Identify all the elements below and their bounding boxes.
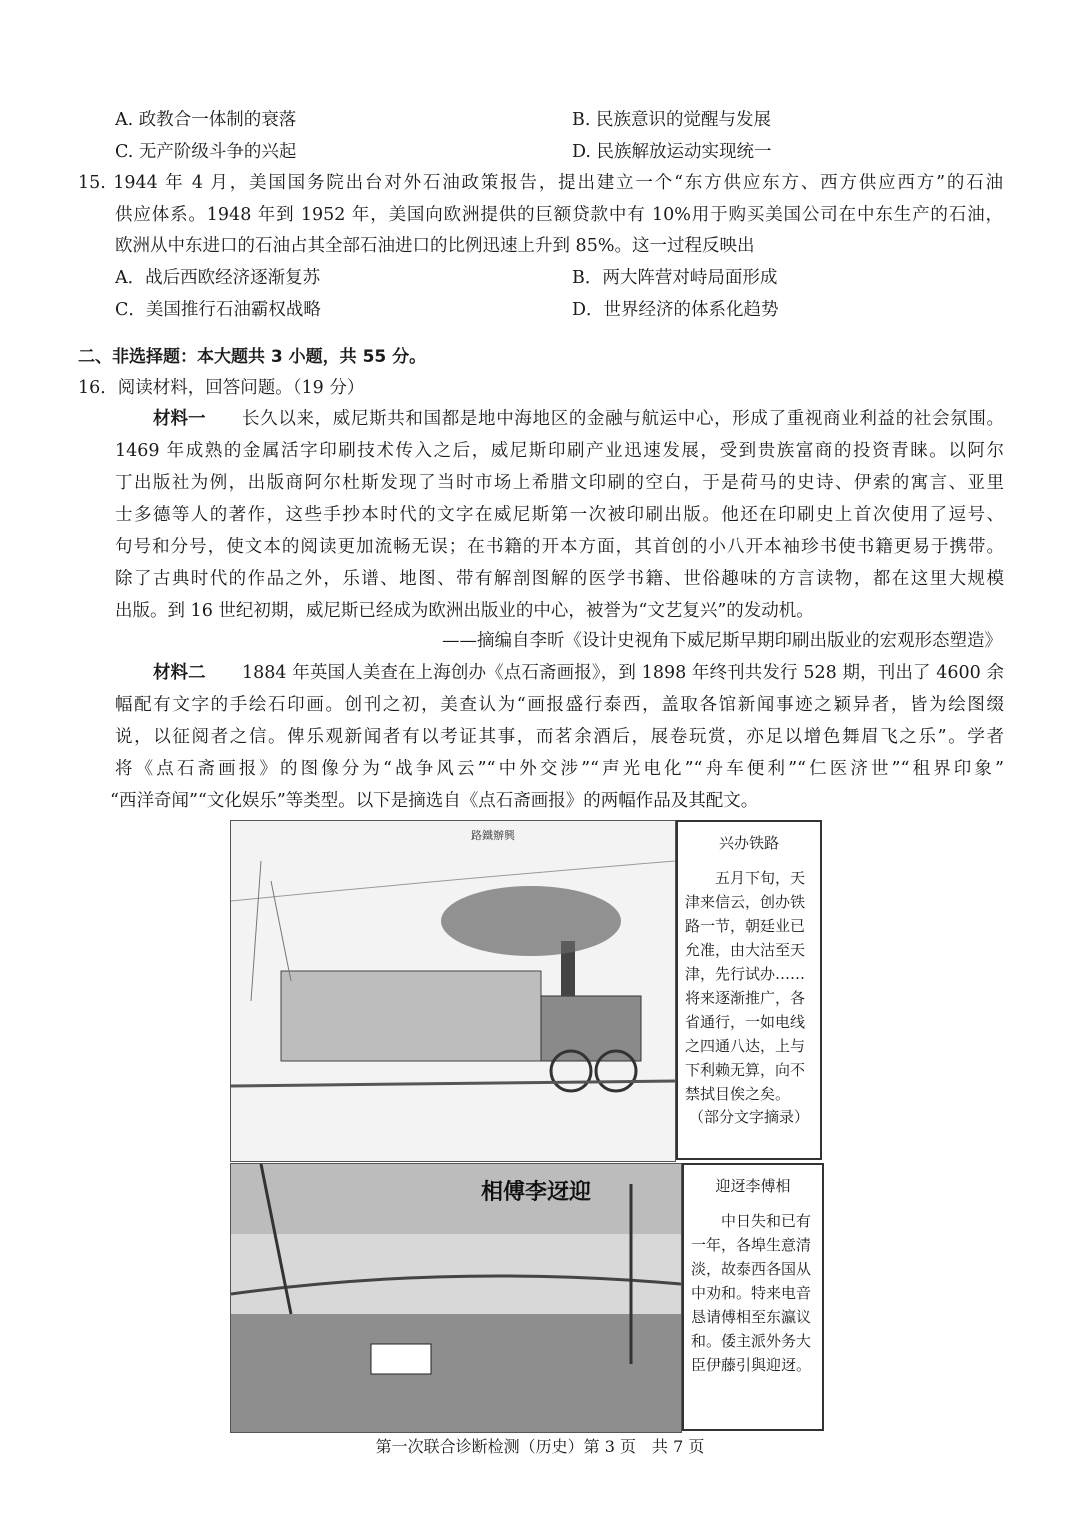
material-line: 出版。到 16 世纪初期，威尼斯已经成为欧洲出版业的中心，被誉为“文艺复兴”的发动机。 — [115, 601, 814, 621]
material-line: “西洋奇闻”“文化娱乐”等类型。以下是摘选自《点石斋画报》的两幅作品及其配文。 — [110, 791, 759, 811]
q15-option-c: C．美国推行石油霸权战略 — [115, 300, 321, 320]
caption-title: 迎迓李傅相 — [715, 1177, 791, 1195]
q15-option-b: B．两大阵营对峙局面形成 — [572, 268, 778, 288]
material-line: 丁出版社为例，出版商阿尔杜斯发现了当时市场上希腊文印刷的空白，于是荷马的史诗、伊索的寓言、亚里 — [115, 473, 1004, 493]
li-hongzhang-illustration — [230, 1163, 682, 1433]
crowd-drawing — [231, 1164, 681, 1432]
material-two-label: 材料二 — [153, 663, 206, 683]
railway-illustration — [230, 820, 676, 1162]
material-line: 幅配有文字的手绘石印画。创刊之初，美查认为“画报盛行泰西，盖取各馆新闻事迹之颖异者，皆为绘图缀 — [115, 695, 1004, 715]
q16-title: 16．阅读材料，回答问题。（19 分） — [78, 378, 365, 398]
train-drawing — [231, 821, 675, 1161]
illustration-title: 相傅李迓迎 — [481, 1179, 592, 1205]
caption-title: 兴办铁路 — [718, 834, 779, 852]
q14-option-d: D. 民族解放运动实现统一 — [572, 142, 772, 162]
material-line: 1469 年成熟的金属活字印刷技术传入之后，威尼斯印刷产业迅速发展，受到贵族富商的投资青睐。以阿尔 — [115, 441, 1004, 461]
q14-option-a: A. 政教合一体制的衰落 — [115, 110, 297, 130]
material-line: 1884 年英国人美查在上海创办《点石斋画报》，到 1898 年终刊共发行 528 期，刊出了 4600 余 — [242, 663, 1004, 683]
q14-option-c: C. 无产阶级斗争的兴起 — [115, 142, 297, 162]
q15-line: 欧洲从中东进口的石油占其全部石油进口的比例迅速上升到 85%。这一过程反映出 — [115, 236, 755, 256]
caption-note: （部分文字摘录） — [688, 1108, 809, 1126]
q15-line: 15. 1944 年 4 月，美国国务院出台对外石油政策报告，提出建立一个“东方供应东方、西方供应西方”的石油 — [78, 173, 1003, 193]
caption-text: 中日失和已有一年，各埠生意清淡，故泰西各国从中劝和。特来电音恳请傅相至东瀛议和。倭主派外务大臣伊藤引與迎迓。 — [691, 1212, 812, 1374]
material-line: 将《点石斋画报》的图像分为“战争风云”“中外交涉”“声光电化”“舟车便利”“仁医济世”“租界印象” — [115, 759, 1004, 779]
q15-option-a: A．战后西欧经济逐渐复苏 — [115, 268, 321, 288]
illustration-title: 路鐵辦興 — [471, 829, 515, 842]
material-line: 除了古典时代的作品之外，乐谱、地图、带有解剖图解的医学书籍、世俗趣味的方言读物，都在这里大规模 — [115, 569, 1004, 589]
li-hongzhang-caption-box — [682, 1163, 824, 1431]
q15-line: 供应体系。1948 年到 1952 年，美国向欧洲提供的巨额贷款中有 10%用于购买美国公司在中东生产的石油， — [115, 205, 1003, 225]
section-heading: 二、非选择题：本大题共 3 小题，共 55 分。 — [78, 347, 427, 367]
caption-text: 五月下旬，天津来信云，创办铁路一节，朝廷业已允准，由大沽至天津，先行试办……将来逐渐推广，各省通行，一如电线之四通八达，上与下利赖无算，向不禁拭目俟之矣。 — [685, 869, 806, 1103]
railway-caption-box — [676, 820, 822, 1160]
page-footer: 第一次联合诊断检测（历史）第 3 页 共 7 页 — [375, 1437, 705, 1456]
material-one-label: 材料一 — [153, 409, 206, 429]
material-one-source: ——摘编自李昕《设计史视角下威尼斯早期印刷出版业的宏观形态塑造》 — [442, 631, 1002, 651]
material-line: 说，以征阅者之信。俾乐观新闻者有以考证其事，而茗余酒后，展卷玩赏，亦足以增色舞眉飞之乐”。学者 — [115, 727, 1004, 747]
material-line: 长久以来，威尼斯共和国都是地中海地区的金融与航运中心，形成了重视商业利益的社会氛围。 — [242, 409, 1004, 429]
q15-option-d: D．世界经济的体系化趋势 — [572, 300, 779, 320]
q14-option-b: B. 民族意识的觉醒与发展 — [572, 110, 771, 130]
material-line: 士多德等人的著作，这些手抄本时代的文字在威尼斯第一次被印刷出版。他还在印刷史上首次使用了逗号、 — [115, 505, 1004, 525]
material-line: 句号和分号，使文本的阅读更加流畅无误；在书籍的开本方面，其首创的小八开本袖珍书使书籍更易于携带。 — [115, 537, 1004, 557]
